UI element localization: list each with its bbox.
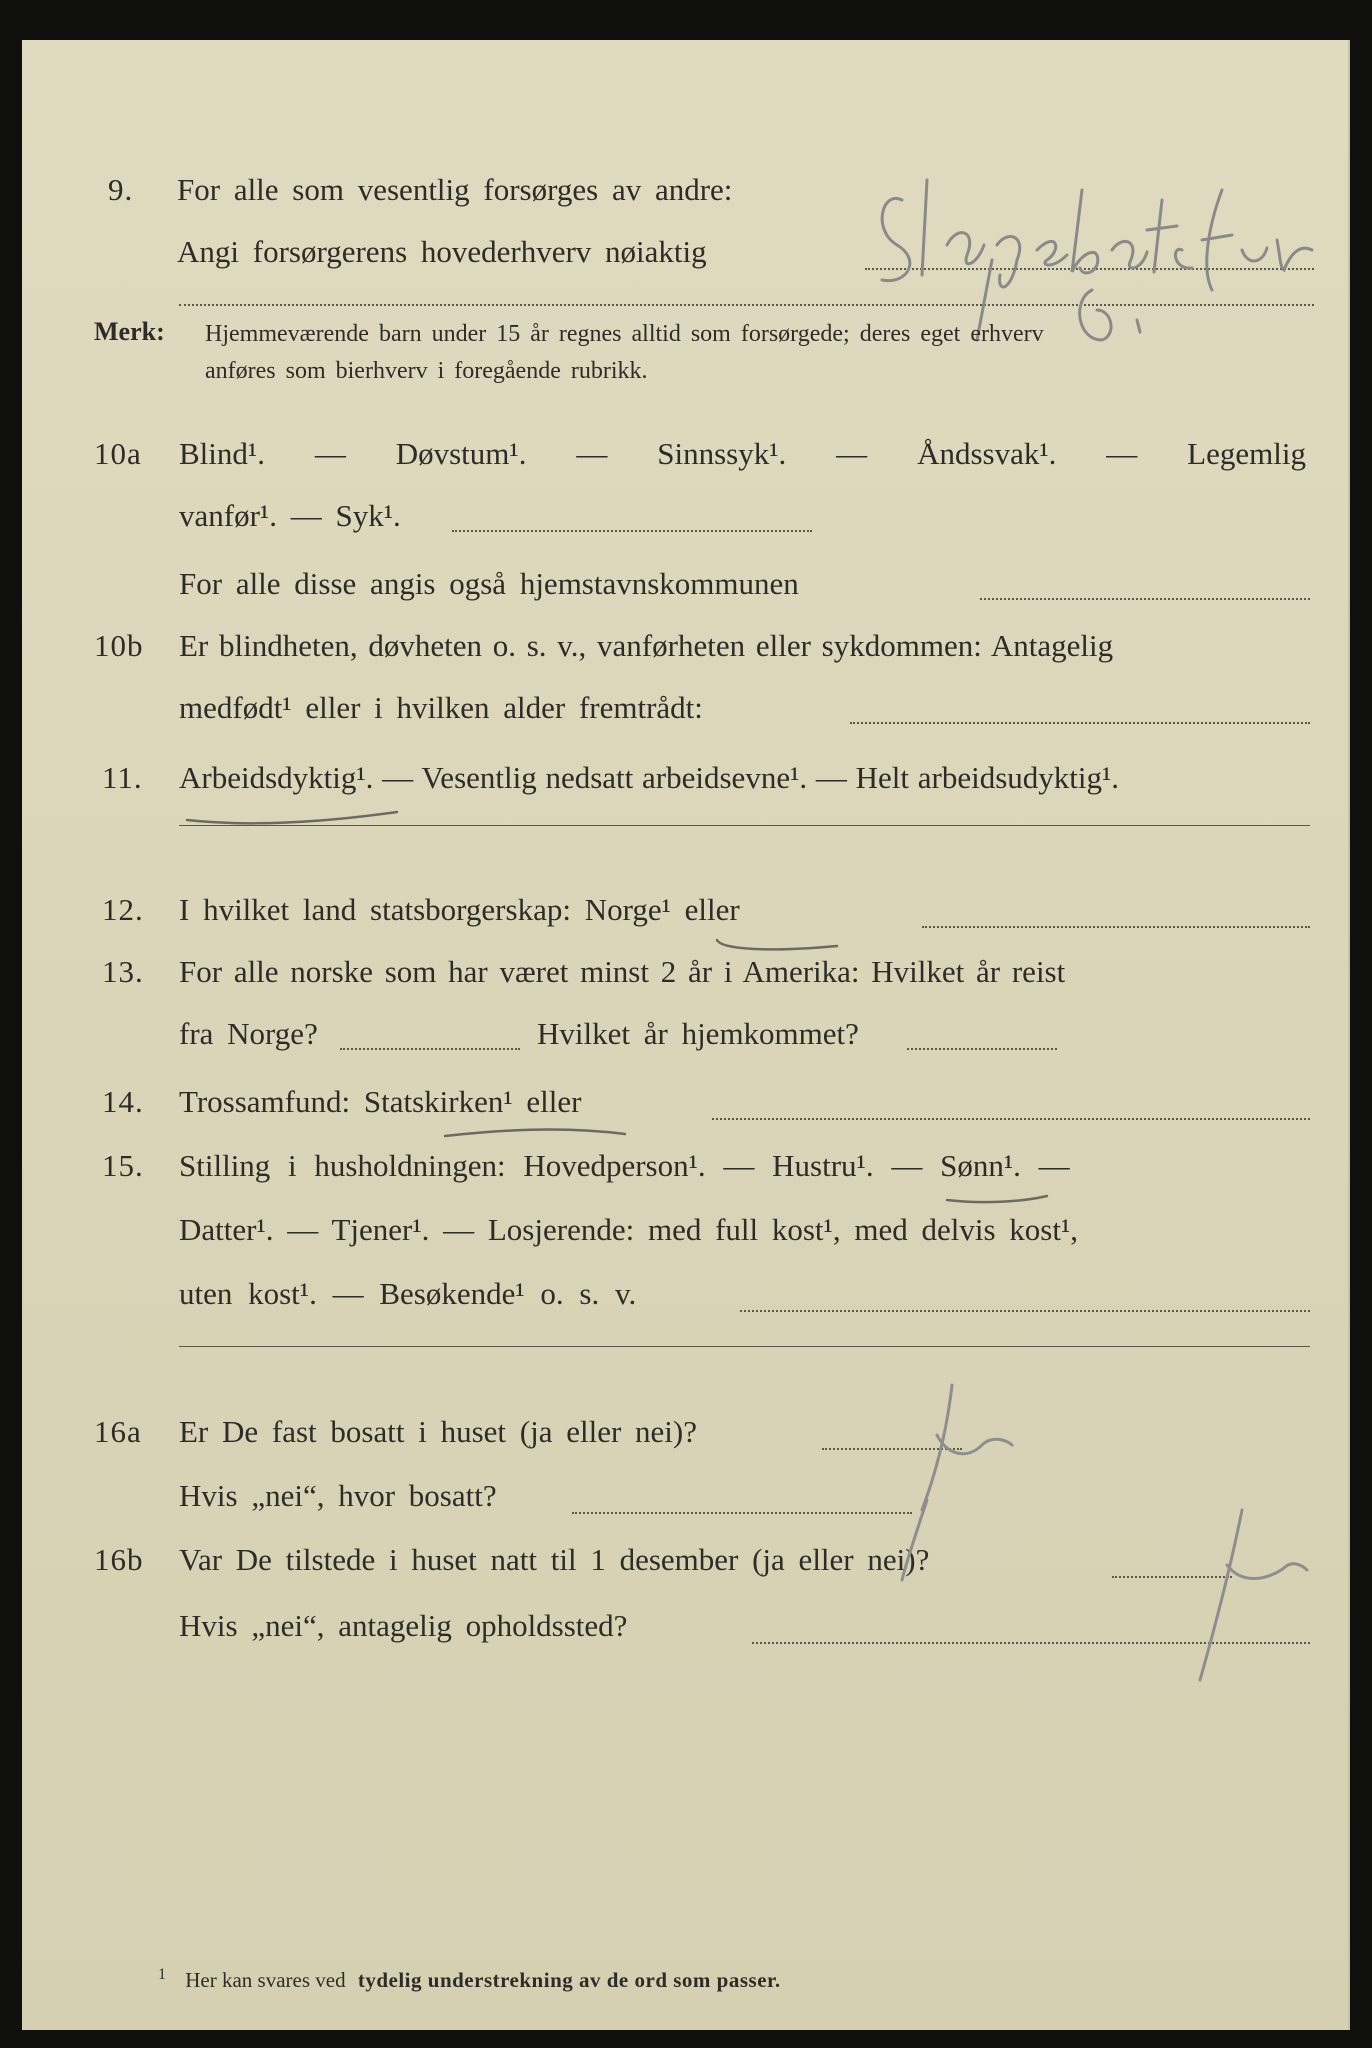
q10b-row-2	[22, 682, 1348, 734]
q16a-line1: Er De fast bosatt i huset (ja eller nei)?	[179, 1414, 697, 1449]
q10a-dash: —	[1106, 436, 1138, 471]
q10a-word-dovstum: Døvstum¹.	[395, 436, 527, 471]
q9-line2: Angi forsørgerens hovederhverv nøiaktig	[177, 234, 707, 269]
q15-row-3	[22, 1268, 1348, 1320]
q15-line2: Datter¹. — Tjener¹. — Losjerende: med full kost¹, med delvis kost¹,	[179, 1212, 1078, 1247]
footnote-mark: 1	[158, 1966, 166, 1983]
q10a-row-2	[22, 490, 1348, 542]
q13-row-1	[22, 946, 1348, 998]
merk-line2: anføres som bierhverv i foregående rubrikk.	[205, 358, 648, 384]
q15-line3: uten kost¹. — Besøkende¹ o. s. v.	[179, 1276, 637, 1311]
q16b-line2: Hvis „nei“, antagelig opholdssted?	[179, 1608, 628, 1643]
q15-answer-line[interactable]	[740, 1310, 1310, 1312]
q15-line1: Stilling i husholdningen: Hovedperson¹. — Hustru¹. — Sønn¹. —	[179, 1148, 1070, 1183]
q10a-line2: vanfør¹. — Syk¹.	[179, 498, 401, 533]
q11-line1: Arbeidsdyktig¹. — Vesentlig nedsatt arbeidsevne¹. — Helt arbeidsudyktig¹.	[179, 760, 1120, 795]
q10b-number: 10b	[94, 628, 144, 663]
q15-row-1	[22, 1140, 1348, 1192]
merk-label: Merk:	[94, 317, 165, 346]
q14-row-1	[22, 1076, 1348, 1128]
q12-row-1	[22, 884, 1348, 936]
q11-row-1	[22, 752, 1348, 804]
q10b-line2: medfødt¹ eller i hvilken alder fremtrådt:	[179, 690, 703, 725]
q13-line1: For alle norske som har været minst 2 år i Amerika: Hvilket år reist	[179, 954, 1066, 989]
q9-handwriting-svg	[22, 40, 1348, 360]
q10a-row-3	[22, 558, 1348, 610]
q16b-line1: Var De tilstede i huset natt til 1 desember (ja eller nei)?	[179, 1542, 930, 1577]
q12-line1: I hvilket land statsborgerskap: Norge¹ eller	[179, 892, 740, 927]
q11-answer-line[interactable]	[179, 825, 1310, 826]
q10a-row-1	[22, 428, 1348, 480]
q10a-hjemstavn-line[interactable]	[980, 598, 1310, 600]
q10b-answer-line[interactable]	[850, 722, 1310, 724]
q10a-dash: —	[836, 436, 868, 471]
q13-hjemkommet-line[interactable]	[907, 1048, 1057, 1050]
q11-number: 11.	[102, 760, 143, 795]
q10b-line1: Er blindheten, døvheten o. s. v., vanførheten eller sykdommen: Antagelig	[179, 628, 1114, 663]
q15-number: 15.	[102, 1148, 144, 1183]
q10b-row-1	[22, 620, 1348, 672]
q13-line2a: fra Norge?	[179, 1016, 318, 1051]
q14-number: 14.	[102, 1084, 144, 1119]
q10a-dash: —	[576, 436, 608, 471]
q15-answer-line-2[interactable]	[179, 1346, 1310, 1347]
q14-line1: Trossamfund: Statskirken¹ eller	[179, 1084, 582, 1119]
q12-number: 12.	[102, 892, 144, 927]
footnote	[158, 1960, 781, 1995]
q10a-word-legemlig: Legemlig	[1187, 436, 1306, 471]
q16a-line2: Hvis „nei“, hvor bosatt?	[179, 1478, 497, 1513]
q14-answer-line[interactable]	[712, 1118, 1310, 1120]
q10a-number: 10a	[94, 436, 142, 471]
q12-answer-line[interactable]	[922, 926, 1310, 928]
q13-number: 13.	[102, 954, 144, 989]
census-form-page	[22, 40, 1350, 2030]
q16b-number: 16b	[94, 1542, 144, 1577]
footnote-text-bold: tydelig understrekning av de ord som passer.	[357, 1968, 781, 1992]
q16a-number: 16a	[94, 1414, 142, 1449]
q10a-line3: For alle disse angis også hjemstavnskommunen	[179, 566, 799, 601]
merk-line1: Hjemmeværende barn under 15 år regnes alltid som forsørgede; deres eget erhverv	[205, 321, 1044, 347]
q10a-word-blind: Blind¹.	[179, 436, 265, 471]
q10a-answer-line[interactable]	[452, 530, 812, 532]
q15-row-2	[22, 1204, 1348, 1256]
q10a-word-sinnssyk: Sinnssyk¹.	[657, 436, 787, 471]
q10a-word-andssvak: Åndssvak¹.	[917, 436, 1057, 471]
q9-number: 9.	[108, 172, 134, 207]
q13-row-2	[22, 1008, 1348, 1060]
q16-handwriting-svg	[22, 1360, 1348, 1720]
q9-line1: For alle som vesentlig forsørges av andre:	[177, 172, 733, 207]
q10a-dash: —	[314, 436, 346, 471]
q10a-line1	[179, 428, 1306, 480]
q13-line2b: Hvilket år hjemkommet?	[537, 1016, 859, 1051]
footnote-text-plain: Her kan svares ved	[185, 1968, 346, 1992]
q13-reist-line[interactable]	[340, 1048, 520, 1050]
q11-underline-mark	[182, 802, 402, 832]
